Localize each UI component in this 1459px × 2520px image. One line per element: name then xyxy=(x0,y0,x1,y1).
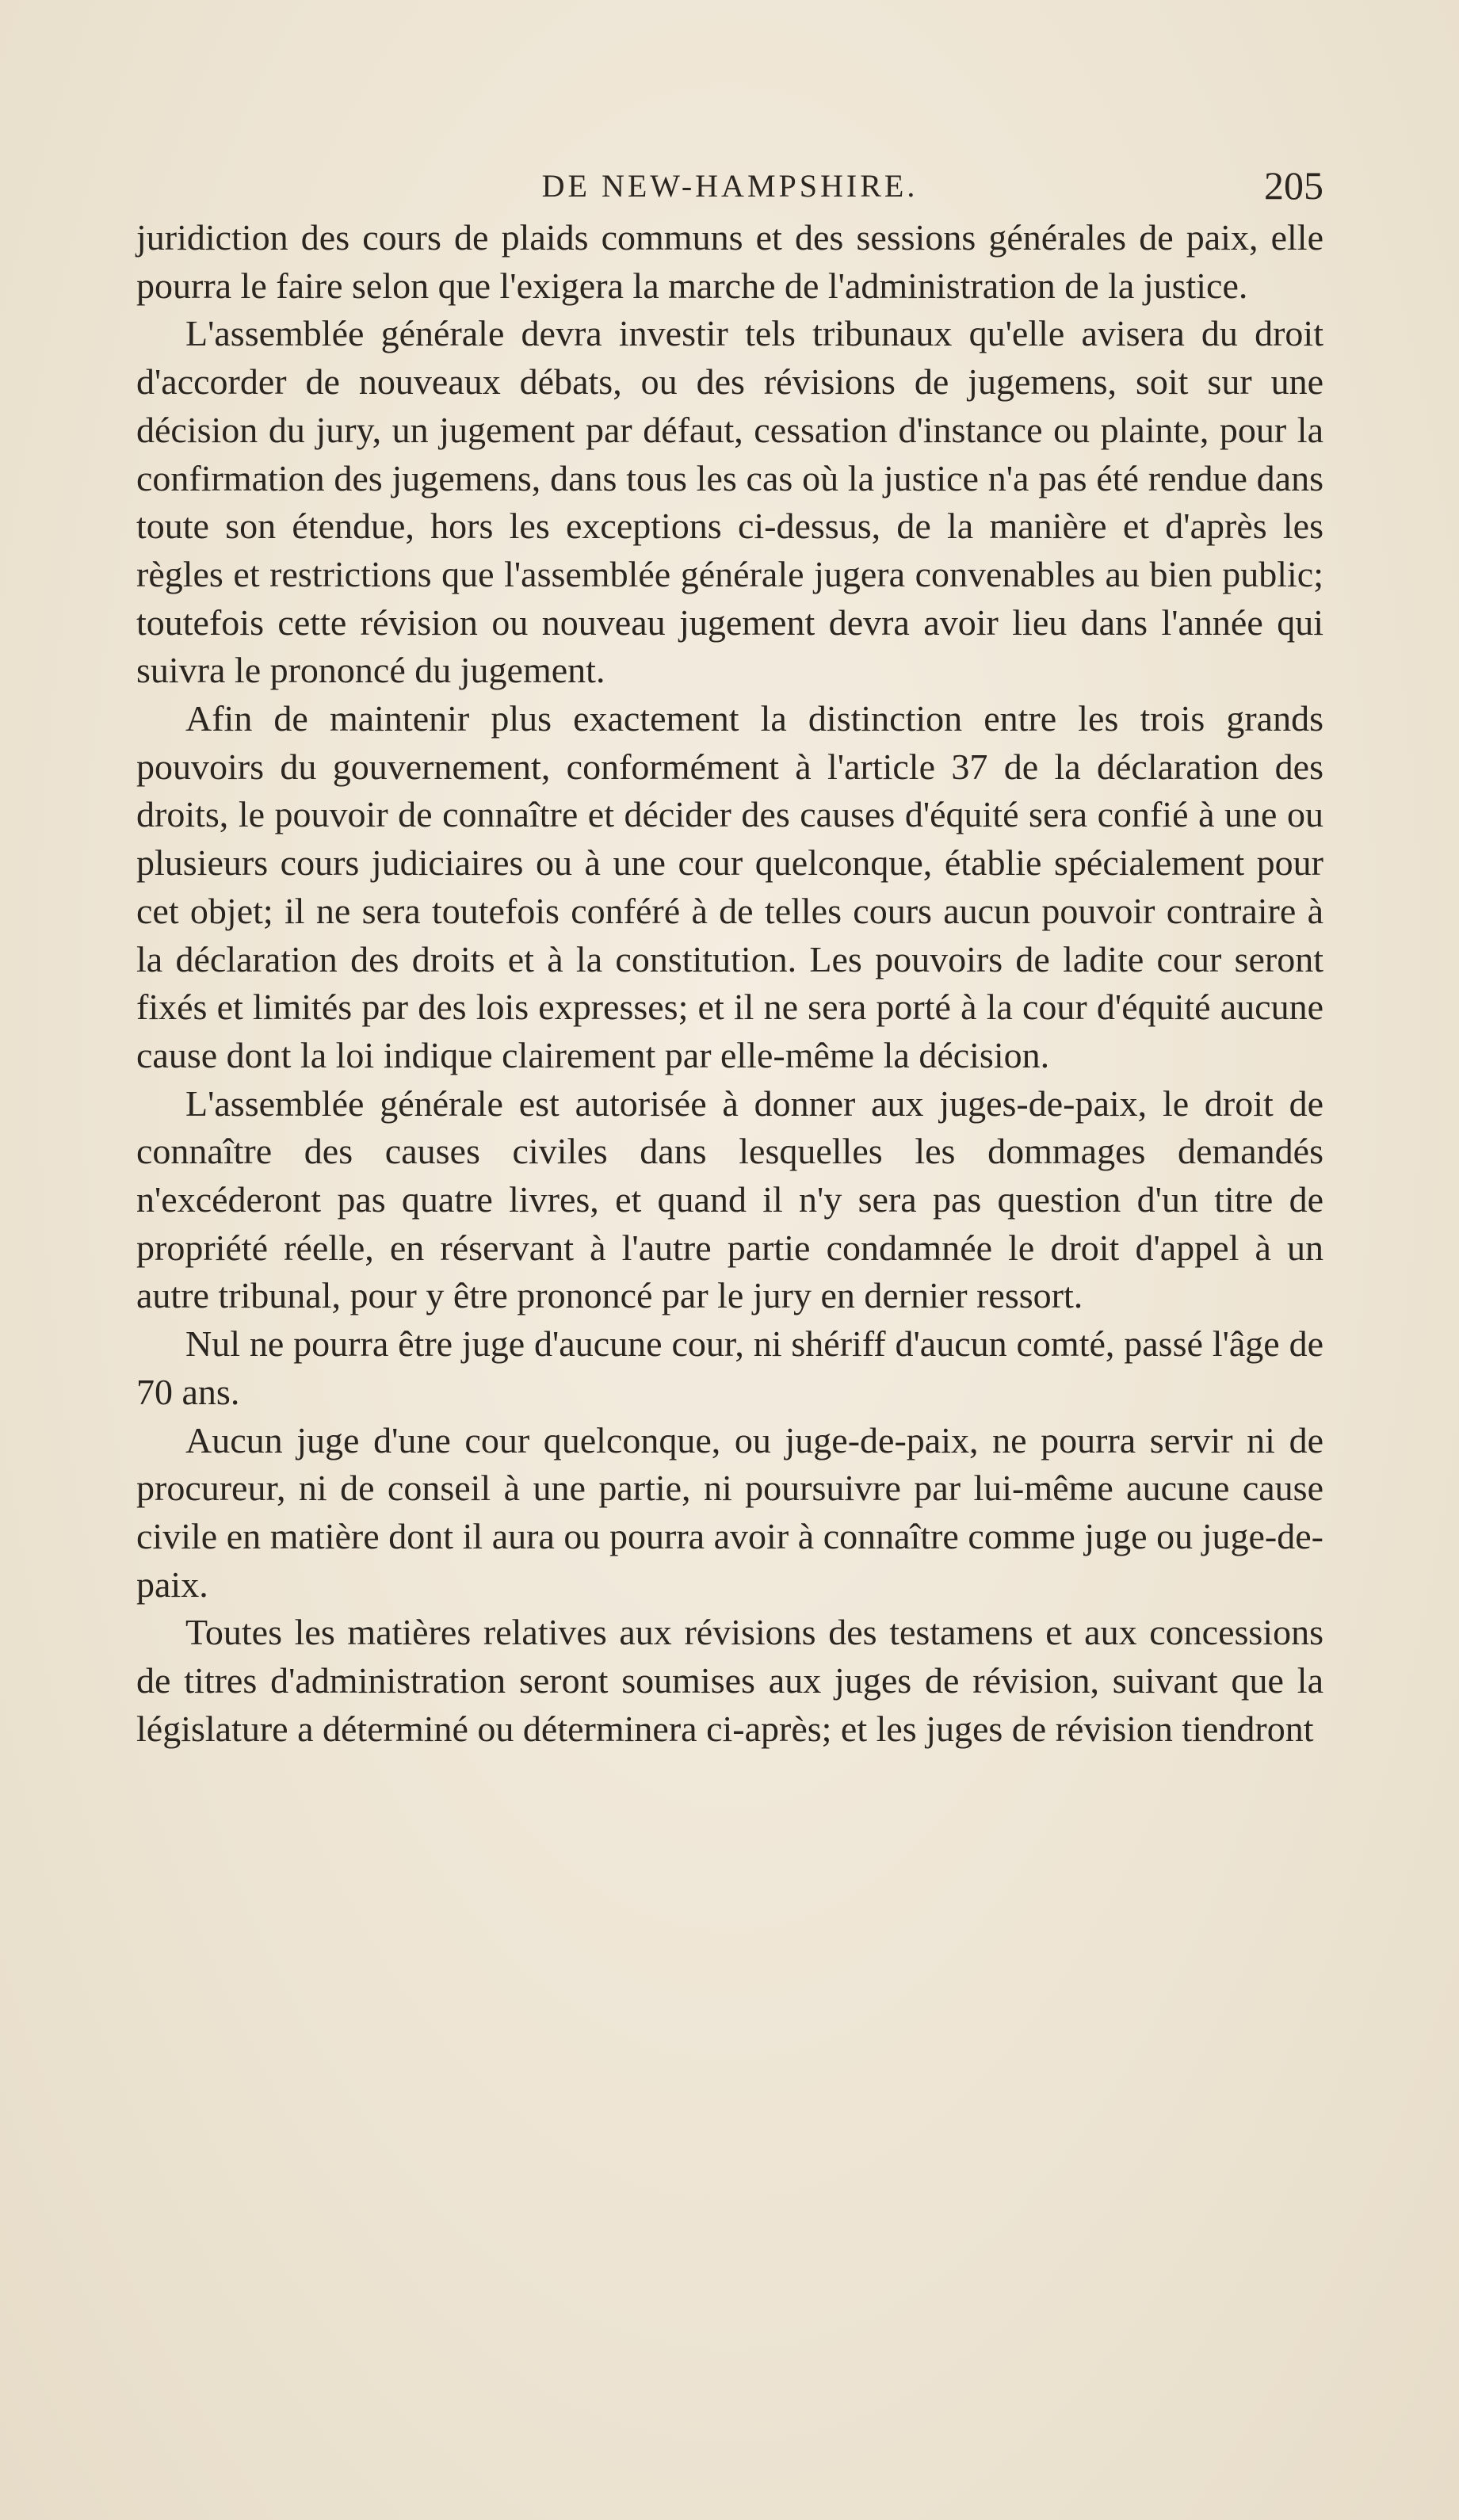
paragraph-equity-courts: Afin de maintenir plus exactement la distinction entre les trois grands pouvoirs du gouvernement, conformément à l'article 37 de la déclaration des droits, le pouvoir de connaître et décider des causes d'équité sera confié à une ou plusieurs cours judiciaires ou à une cour quelconque, établie spécialement pour cet objet; il ne sera toutefois conféré à de telles cours aucun pouvoir contraire à la déclaration des droits et à la constitution. Les pouvoirs de ladite cour seront fixés et limités par des lois expresses; et il ne sera porté à la cour d'équité aucune cause dont la loi indique clairement par elle-même la décision. xyxy=(136,698,1323,1075)
paragraph-justices-of-peace: L'assemblée générale est autorisée à donner aux juges-de-paix, le droit de connaître des causes civiles dans lesquelles les dommages demandés n'excéderont pas quatre livres, et quand il n'y sera pas question d'un titre de propriété réelle, en réservant à l'autre partie condamnée le droit d'appel à un autre tribunal, pour y être prononcé par le jury en dernier ressort. xyxy=(136,1082,1323,1316)
paragraph-age-limit: Nul ne pourra être juge d'aucune cour, ni shériff d'aucun comté, passé l'âge de 70 ans. xyxy=(136,1323,1323,1412)
paragraph-continuation: juridiction des cours de plaids communs et des sessions générales de paix, elle pourra le faire selon que l'exigera la marche de l'administration de la justice. xyxy=(136,217,1323,306)
body-text xyxy=(136,214,1323,1754)
page-header xyxy=(136,162,1323,210)
running-head: DE NEW-HAMPSHIRE. xyxy=(541,168,919,204)
paragraph-probate: Toutes les matières relatives aux révisions des testamens et aux concessions de titres d'administration seront soumises aux juges de révision, suivant que la législature a déterminé ou déterminera ci-après; et les juges de révision tiendront xyxy=(136,1612,1323,1749)
page-number: 205 xyxy=(1264,163,1323,208)
paragraph-new-trials: L'assemblée générale devra investir tels tribunaux qu'elle avisera du droit d'accorder de nouveaux débats, ou des révisions de jugemens, soit sur une décision du jury, un jugement par défaut, cessation d'instance ou plainte, pour la confirmation des jugemens, dans tous les cas où la justice n'a pas été rendue dans toute son étendue, hors les exceptions ci-dessus, de la manière et d'après les règles et restrictions que l'assemblée générale jugera convenables au bien public; toutefois cette révision ou nouveau jugement devra avoir lieu dans l'année qui suivra le prononcé du jugement. xyxy=(136,313,1323,691)
paragraph-judge-restrictions: Aucun juge d'une cour quelconque, ou juge-de-paix, ne pourra servir ni de procureur, ni de conseil à une partie, ni poursuivre par lui-même aucune cause civile en matière dont il aura ou pourra avoir à connaître comme juge ou juge-de-paix. xyxy=(136,1419,1323,1605)
